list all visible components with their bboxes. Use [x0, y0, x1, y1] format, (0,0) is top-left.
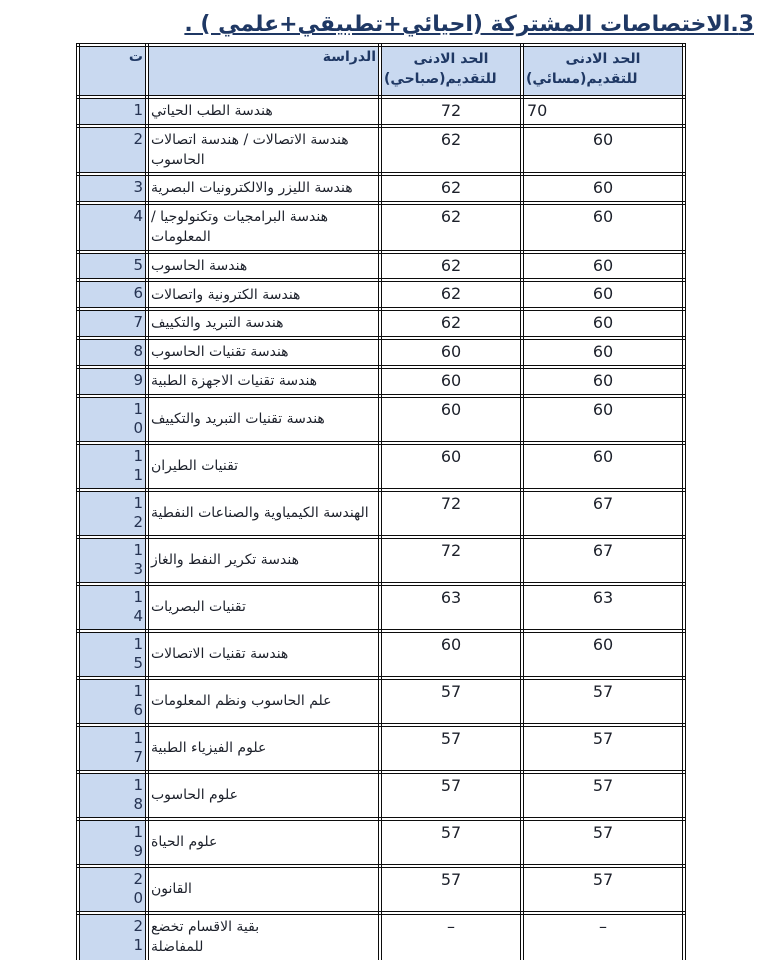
serial-number: 10: [133, 399, 143, 438]
serial-cell: [78, 280, 147, 309]
table-row: [78, 174, 684, 203]
serial-cell: [78, 338, 147, 367]
serial-number: 14: [133, 587, 143, 626]
serial-cell: [78, 443, 147, 490]
study-name: الهندسة الكيمياوية والصناعات النفطية: [151, 504, 369, 521]
study-name: هندسة تكرير النفط والغاز: [151, 551, 299, 568]
serial-number: 16: [133, 681, 143, 720]
table-row: [78, 443, 684, 490]
table-row: [78, 490, 684, 537]
study-name: هندسة الحاسوب: [151, 257, 248, 274]
serial-number: 1: [133, 100, 143, 119]
page-title: 3.الاختصاصات المشتركة (احيائي+تطبيقي+علمي ) .: [184, 12, 754, 37]
study-cell: [147, 97, 380, 126]
table-row: [78, 725, 684, 772]
table-row: [78, 280, 684, 309]
serial-cell: [78, 490, 147, 537]
study-name: تقنيات البصريات: [151, 598, 246, 615]
header-evening-line2: للتقديم(مسائي): [526, 71, 638, 88]
serial-cell: [78, 203, 147, 252]
evening-minimum-value: 60: [522, 309, 684, 338]
serial-number: 21: [133, 916, 143, 955]
morning-minimum-value: 60: [380, 396, 522, 443]
serial-cell: [78, 126, 147, 175]
evening-minimum-value: 63: [522, 584, 684, 631]
table-row: [78, 584, 684, 631]
morning-minimum-value: 60: [380, 367, 522, 396]
serial-number: 18: [133, 775, 143, 814]
study-cell: [147, 631, 380, 678]
column-header-evening-minimum: [522, 45, 684, 97]
study-name: بقية الاقسام تخضع للمفاضلة: [151, 918, 260, 955]
study-cell: [147, 584, 380, 631]
serial-number: 9: [133, 370, 143, 389]
morning-minimum-value: 60: [380, 443, 522, 490]
study-name: علوم الفيزياء الطبية: [151, 739, 267, 756]
evening-minimum-value: 57: [522, 866, 684, 913]
header-row: [78, 45, 684, 97]
serial-number: 20: [133, 869, 143, 908]
evening-minimum-value: 60: [522, 174, 684, 203]
table-row: [78, 631, 684, 678]
study-cell: [147, 309, 380, 338]
header-morning-line2: للتقديم(صباحي): [384, 71, 497, 88]
morning-minimum-value: 72: [380, 537, 522, 584]
evening-minimum-value: 60: [522, 396, 684, 443]
morning-minimum-value: 62: [380, 203, 522, 252]
table-row: [78, 913, 684, 960]
study-cell: [147, 338, 380, 367]
study-name: علم الحاسوب ونظم المعلومات: [151, 692, 332, 709]
table-body: [78, 97, 684, 960]
serial-cell: [78, 725, 147, 772]
header-evening-line1: الحد الادنى: [565, 50, 641, 67]
study-cell: [147, 819, 380, 866]
study-name: هندسة تقنيات الاتصالات: [151, 645, 289, 662]
study-cell: [147, 725, 380, 772]
evening-minimum-value: 67: [522, 537, 684, 584]
morning-minimum-value: 62: [380, 309, 522, 338]
study-cell: [147, 678, 380, 725]
table-row: [78, 678, 684, 725]
evening-minimum-value: 60: [522, 338, 684, 367]
evening-minimum-value: 57: [522, 725, 684, 772]
serial-cell: [78, 631, 147, 678]
table-row: [78, 252, 684, 281]
serial-number: 19: [133, 822, 143, 861]
table-row: [78, 537, 684, 584]
study-cell: [147, 126, 380, 175]
study-name: هندسة الاتصالات / هندسة اتصالات الحاسوب: [151, 131, 349, 168]
study-name: هندسة تقنيات الاجهزة الطبية: [151, 373, 318, 390]
study-cell: [147, 203, 380, 252]
study-name: هندسة البرامجيات وتكنولوجيا /المعلومات: [151, 208, 328, 246]
serial-number: 15: [133, 634, 143, 673]
study-cell: [147, 367, 380, 396]
morning-minimum-value: 62: [380, 126, 522, 175]
morning-minimum-value: 62: [380, 174, 522, 203]
study-name: علوم الحاسوب: [151, 786, 238, 803]
serial-cell: [78, 678, 147, 725]
morning-minimum-value: 72: [380, 490, 522, 537]
column-header-serial: ت: [78, 45, 147, 97]
serial-number: 11: [133, 446, 143, 485]
table-row: [78, 396, 684, 443]
study-name: القانون: [151, 880, 192, 897]
evening-minimum-value: 60: [522, 631, 684, 678]
column-header-morning-minimum: [380, 45, 522, 97]
serial-cell: [78, 866, 147, 913]
study-name: هندسة الكترونية واتصالات: [151, 286, 301, 303]
serial-number: 3: [133, 178, 143, 197]
evening-minimum-value: 57: [522, 678, 684, 725]
serial-number: 7: [133, 313, 143, 332]
morning-minimum-value: 63: [380, 584, 522, 631]
evening-minimum-value: 57: [522, 772, 684, 819]
table-row: [78, 367, 684, 396]
header-morning-line1: الحد الادنى: [413, 50, 489, 67]
serial-cell: [78, 772, 147, 819]
morning-minimum-value: 62: [380, 252, 522, 281]
serial-cell: [78, 97, 147, 126]
study-name: هندسة تقنيات التبريد والتكييف: [151, 410, 325, 427]
evening-minimum-value: 67: [522, 490, 684, 537]
table-row: [78, 97, 684, 126]
table-row: [78, 866, 684, 913]
serial-number: 2: [133, 129, 143, 148]
study-name: علوم الحياة: [151, 833, 218, 850]
serial-cell: [78, 367, 147, 396]
serial-cell: [78, 819, 147, 866]
admission-minimums-table: [76, 43, 686, 960]
morning-minimum-value: 60: [380, 631, 522, 678]
serial-number: 17: [133, 728, 143, 767]
evening-minimum-value: 57: [522, 819, 684, 866]
study-cell: [147, 913, 380, 960]
morning-minimum-value: 57: [380, 678, 522, 725]
evening-minimum-value: 60: [522, 367, 684, 396]
table-row: [78, 203, 684, 252]
serial-cell: [78, 584, 147, 631]
study-cell: [147, 252, 380, 281]
serial-number: 8: [133, 341, 143, 360]
morning-minimum-value: 62: [380, 280, 522, 309]
table-row: [78, 126, 684, 175]
study-name: تقنيات الطيران: [151, 457, 239, 474]
serial-cell: [78, 252, 147, 281]
study-cell: [147, 174, 380, 203]
table-row: [78, 338, 684, 367]
evening-minimum-value: 60: [522, 280, 684, 309]
morning-minimum-value: 72: [380, 97, 522, 126]
evening-minimum-value: 60: [522, 203, 684, 252]
morning-minimum-value: 57: [380, 725, 522, 772]
evening-minimum-value: 60: [522, 126, 684, 175]
study-cell: [147, 396, 380, 443]
study-name: هندسة تقنيات الحاسوب: [151, 344, 289, 361]
study-cell: [147, 490, 380, 537]
study-cell: [147, 772, 380, 819]
morning-minimum-value: 57: [380, 866, 522, 913]
study-name: هندسة التبريد والتكييف: [151, 315, 284, 332]
morning-minimum-value: –: [380, 913, 522, 960]
evening-minimum-value: 60: [522, 252, 684, 281]
serial-cell: [78, 174, 147, 203]
serial-cell: [78, 913, 147, 960]
column-header-study: الدراسة: [147, 45, 380, 97]
serial-number: 12: [133, 493, 143, 532]
table-row: [78, 819, 684, 866]
serial-cell: [78, 537, 147, 584]
study-cell: [147, 443, 380, 490]
serial-number: 6: [133, 284, 143, 303]
serial-number: 4: [133, 206, 143, 225]
morning-minimum-value: 57: [380, 819, 522, 866]
table-row: [78, 309, 684, 338]
table-row: [78, 772, 684, 819]
study-name: هندسة الطب الحياتي: [151, 103, 273, 120]
morning-minimum-value: 57: [380, 772, 522, 819]
study-cell: [147, 537, 380, 584]
study-name: هندسة الليزر والالكترونيات البصرية: [151, 180, 353, 197]
morning-minimum-value: 60: [380, 338, 522, 367]
evening-minimum-value: 70: [522, 97, 684, 126]
evening-minimum-value: 60: [522, 443, 684, 490]
study-cell: [147, 280, 380, 309]
serial-cell: [78, 396, 147, 443]
evening-minimum-value: –: [522, 913, 684, 960]
serial-cell: [78, 309, 147, 338]
study-cell: [147, 866, 380, 913]
serial-number: 13: [133, 540, 143, 579]
serial-number: 5: [133, 255, 143, 274]
